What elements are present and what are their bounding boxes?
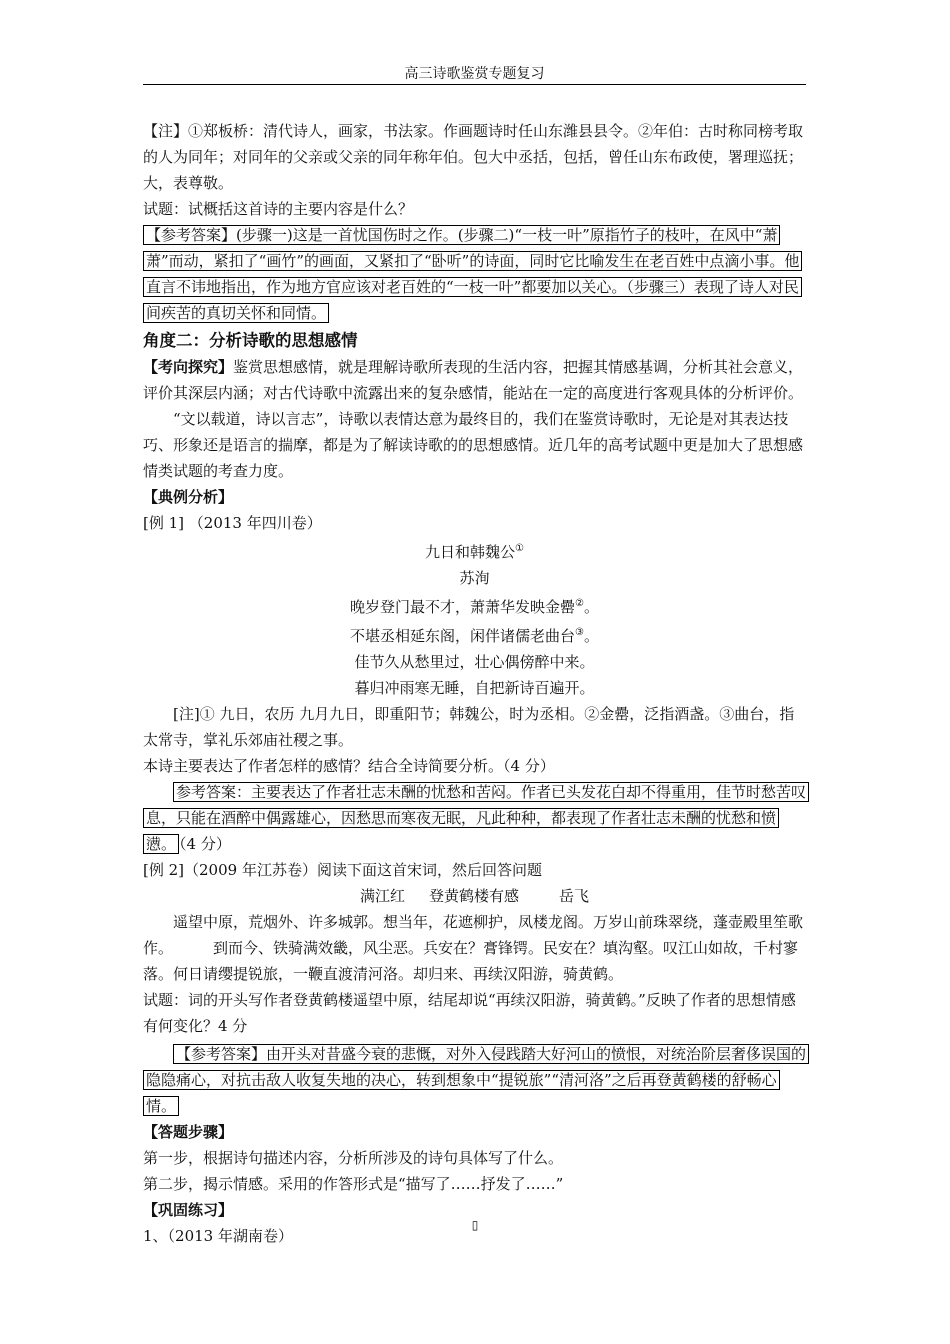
example-2-answer-paragraph <box>143 1041 806 1119</box>
header-divider <box>143 84 806 85</box>
poem-line-1-footnote: ② <box>575 598 584 609</box>
ci-subtitle: 登黄鹤楼有感 <box>428 887 519 905</box>
page-number: ▯ <box>471 1218 479 1232</box>
poem-line-2-footnote: ③ <box>575 627 584 638</box>
practice-heading: 【巩固练习】 <box>143 1201 234 1219</box>
poem-title-footnote: ① <box>515 543 524 554</box>
section-heading: 角度二：分析诗歌的思想感情 <box>143 331 358 350</box>
example-2-answer-box: 【参考答案】由开头对昔盛今衰的悲慨，对外入侵践踏大好河山的愤恨，对统治阶层奢侈误国的隐隐痛心，对抗击敌人收复失地的决心，转到想象中“提锐旅”“清河洛”之后再登黄鹤楼的舒畅心情。 <box>143 1044 809 1116</box>
ci-text <box>143 909 806 987</box>
note-paragraph: 【注】①郑板桥：清代诗人，画家，书法家。作画题诗时任山东潍县县令。②年伯：古时称同榜考取的人为同年；对同年的父亲或父亲的同年称年伯。包大中丞括，包括，曾任山东布政使，署理巡抚；大，表尊敬。 <box>143 122 804 192</box>
examples-heading: 【典例分析】 <box>143 488 234 506</box>
poem-line-2 <box>143 620 806 649</box>
poem-line-3: 佳节久从愁里过，壮心偶傍醉中来。 <box>354 653 595 671</box>
poem-line-1-end: 。 <box>583 598 599 616</box>
example-1-note: [注]① 九日，农历 九月九日，即重阳节；韩魏公，时为丞相。②金罍，泛指酒盏。③曲台，指太常寺，掌礼乐郊庙社稷之事。 <box>143 705 795 749</box>
poem-line-2-text: 不堪丞相延东阁，闲伴诸儒老曲台 <box>350 627 576 645</box>
page-header: 高三诗歌鉴赏专题复习 <box>404 66 545 82</box>
ci-title-line <box>143 883 806 909</box>
poem-author: 苏洵 <box>459 569 490 587</box>
answer-1-paragraph <box>143 222 806 326</box>
kaoxiang-paragraph <box>143 354 806 406</box>
practice-item-1: 1、（2013 年湖南卷） <box>143 1227 293 1245</box>
poem-line-1-text: 晚岁登门最不才，萧萧华发映金罍 <box>350 598 576 616</box>
ci-title: 满江红 <box>359 887 405 905</box>
kaoxiang-text: 鉴赏思想感情，就是理解诗歌所表现的生活内容，把握其情感基调，分析其社会意义，评价其深层内涵；对古代诗歌中流露出来的复杂感情，能站在一定的高度进行客观具体的分析评价。 <box>143 358 804 402</box>
example-2-label: [例 2]（2009 年江苏卷）阅读下面这首宋词，然后回答问题 <box>143 861 542 879</box>
question-1: 试题：试概括这首诗的主要内容是什么？ <box>143 200 414 218</box>
example-1-answer-box: 参考答案：主要表达了作者壮志未酬的忧愁和苦闷。作者已头发花白却不得重用，佳节时愁苦叹息，只能在酒醉中偶露雄心，因愁思而寒夜无眠，凡此种种，都表现了作者壮志未酬的忧愁和愤懑。 <box>143 782 809 854</box>
step-1: 第一步，根据诗句描述内容，分析所涉及的诗句具体写了什么。 <box>143 1149 564 1167</box>
poem-title: 九日和韩魏公 <box>425 543 516 561</box>
example-1-label: [例 1] （2013 年四川卷） <box>143 514 322 532</box>
ci-text-part-1: 遥望中原，荒烟外、许多城郭。想当年，花遮柳护，凤楼龙阁。万岁山前珠翠绕，蓬壶殿里笙歌作。 <box>143 913 804 957</box>
example-2-question: 试题：词的开头写作者登黄鹤楼遥望中原，结尾却说“再续汉阳游，骑黄鹤。”反映了作者的思想情感有何变化？4 分 <box>143 991 796 1035</box>
intro-paragraph: “文以载道，诗以言志”，诗歌以表情达意为最终目的，我们在鉴赏诗歌时，无论是对其表达技巧、形象还是语言的揣摩，都是为了解读诗歌的的思想感情。近几年的高考试题中更是加大了思想感情类试题的考查力度。 <box>143 410 804 480</box>
poem-title-line <box>143 536 806 565</box>
kaoxiang-label: 【考向探究】 <box>143 358 234 376</box>
example-1-answer-paragraph <box>143 779 806 857</box>
poem-line-1 <box>143 591 806 620</box>
ci-author: 岳飞 <box>559 887 590 905</box>
example-1-question: 本诗主要表达了作者怎样的感情？结合全诗简要分析。（4 分） <box>143 757 555 775</box>
answer-1-box: 【参考答案】(步骤一)这是一首忧国伤时之作。(步骤二)“一枝一叶”原指竹子的枝叶，在风中“萧萧”而动，紧扣了“画竹”的画面，又紧扣了“卧听”的诗面，同时它比喻发生在老百姓中点滴小事。他直言不讳地指出，作为地方官应该对老百姓的“一枝一叶”都要加以关心。（步骤三）表现了诗人对民间疾苦的真切关怀和同情。 <box>143 225 802 323</box>
ci-text-part-2: 到而今、铁骑满效畿，风尘恶。兵安在？膏锋锷。民安在？填沟壑。叹江山如故，千村寥落。何日请缨提锐旅，一鞭直渡清河洛。却归来、再续汉阳游，骑黄鹤。 <box>143 939 799 983</box>
poem-line-2-end: 。 <box>583 627 599 645</box>
steps-heading: 【答题步骤】 <box>143 1123 234 1141</box>
poem-line-4: 暮归冲雨寒无睡，自把新诗百遍开。 <box>354 679 595 697</box>
document-body <box>143 118 806 1249</box>
step-2: 第二步，揭示情感。采用的作答形式是“描写了……抒发了……” <box>143 1175 564 1193</box>
example-1-answer-score: （4 分） <box>179 835 231 853</box>
